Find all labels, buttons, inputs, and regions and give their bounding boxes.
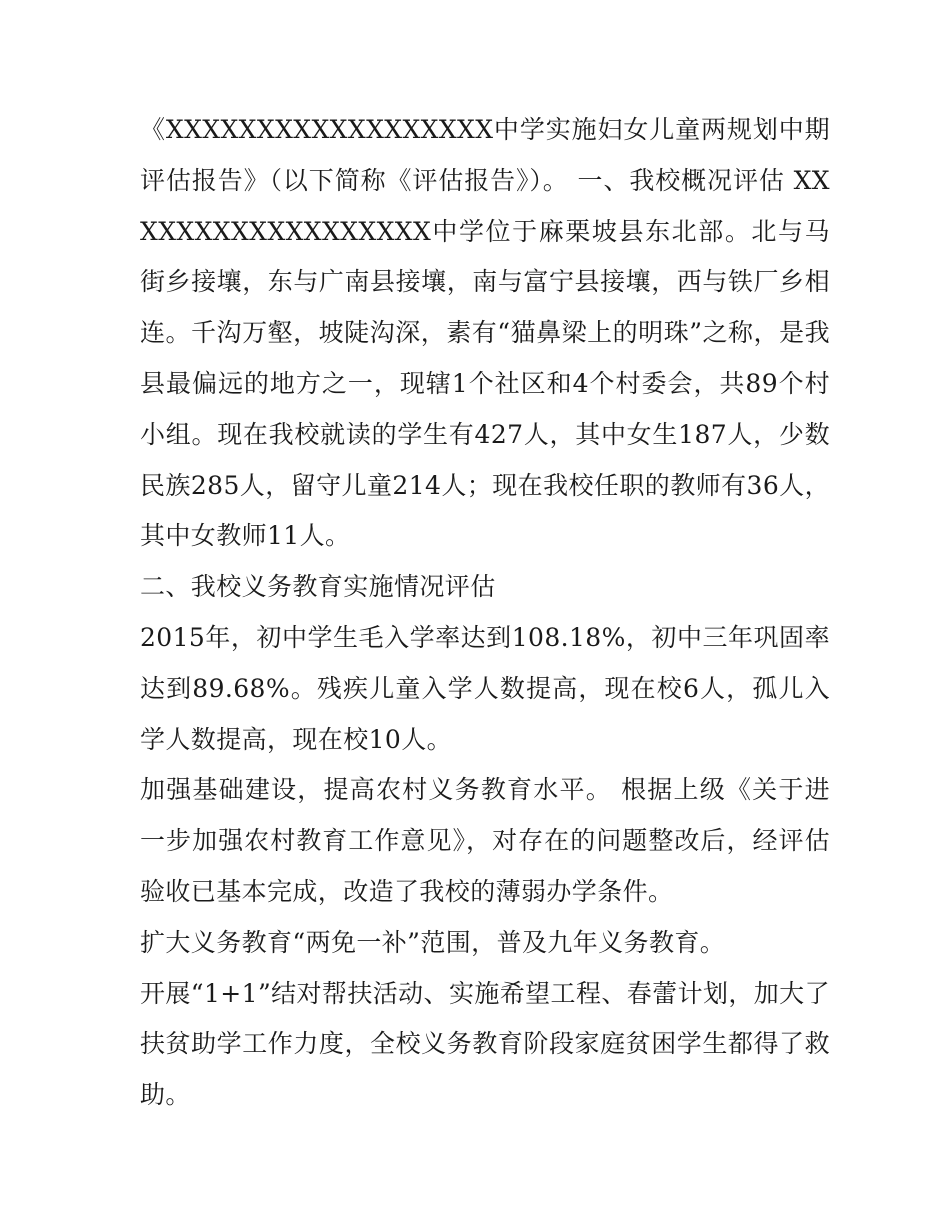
- paragraph-enrollment-rates: 2015年，初中学生毛入学率达到108.18%，初中三年巩固率达到89.68%。残疾儿童入学人数提高，现在校6人，孤儿入学人数提高，现在校10人。: [140, 622, 830, 754]
- document-body: [140, 105, 830, 1121]
- paragraph-poverty-aid: 开展“1+1”结对帮扶活动、实施希望工程、春蕾计划，加大了扶贫助学工作力度，全校义务教育阶段家庭贫困学生都得了救助。: [140, 978, 830, 1110]
- paragraph-overview: 《XXXXXXXXXXXXXXXXXX中学实施妇女儿童两规划中期评估报告》（以下简称《评估报告》）。 一、我校概况评估 XXXXXXXXXXXXXXXXXX中学位于麻栗坡县东北部。北与马街乡接壤，东与广南县接壤，南与富宁县接壤，西与铁厂乡相连。千沟万壑，坡陡沟深，素有“猫鼻梁上的明珠”之称，是我县最偏远的地方之一，现辖1个社区和4个村委会，共89个村小组。现在我校就读的学生有427人，其中女生187人，少数民族285人，留守儿童214人；现在我校任职的教师有36人，其中女教师11人。: [140, 115, 830, 551]
- paragraph-infrastructure: 加强基础建设，提高农村义务教育水平。 根据上级《关于进一步加强农村教育工作意见》，对存在的问题整改后，经评估验收已基本完成，改造了我校的薄弱办学条件。: [140, 775, 830, 906]
- paragraph-two-exemptions: 扩大义务教育“两免一补”范围，普及九年义务教育。: [140, 927, 726, 957]
- section-heading-compulsory-education: 二、我校义务教育实施情况评估: [140, 572, 496, 602]
